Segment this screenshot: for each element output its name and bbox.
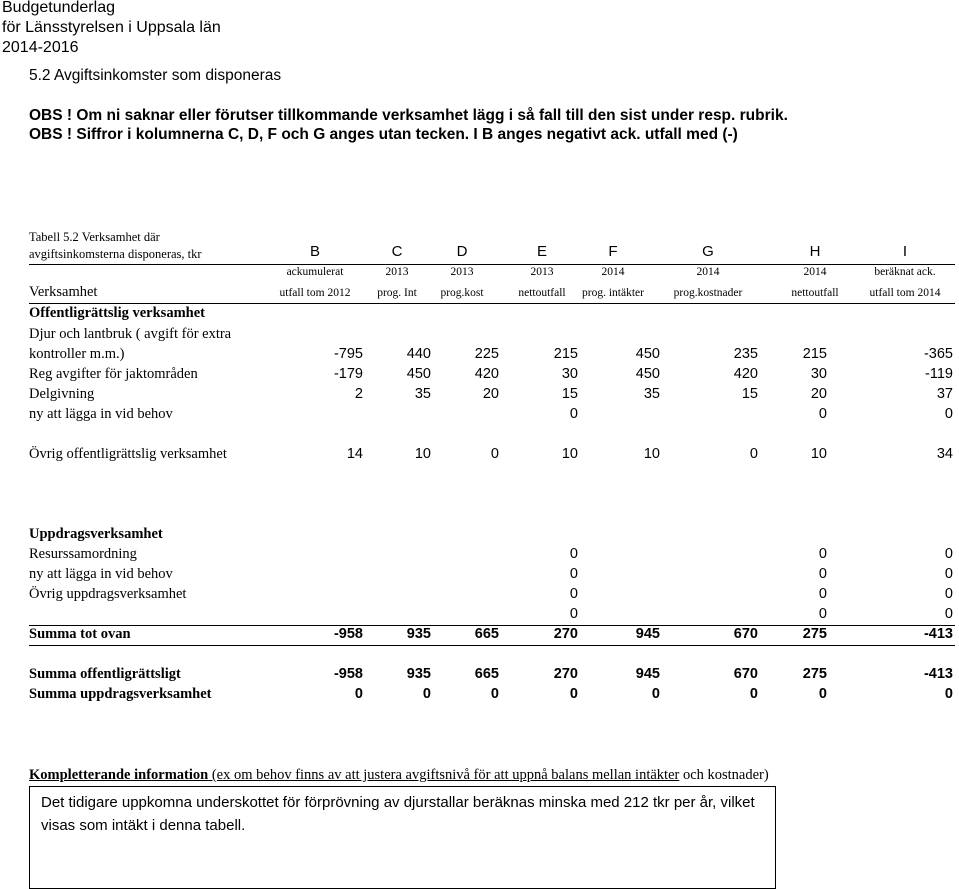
table-cell: 35 <box>414 386 431 402</box>
header-divider <box>29 264 955 265</box>
table-cell: 420 <box>733 366 758 382</box>
table-cell: 0 <box>749 686 758 702</box>
table-cell: 0 <box>569 406 578 422</box>
column-subheader-bottom: prog.kostnader <box>673 287 743 299</box>
row-label: Offentligrättslig verksamhet <box>29 305 205 321</box>
table-cell: 440 <box>406 346 431 362</box>
komplettering-note: (ex om behov finns av att justera avgiftsnivå för att uppnå balans mellan intäkter <box>208 767 680 783</box>
table-cell: 0 <box>569 586 578 602</box>
komplettering-heading: Kompletterande information <box>29 767 209 783</box>
row-label: Summa uppdragsverksamhet <box>29 686 212 702</box>
row-label: ny att lägga in vid behov <box>29 566 173 582</box>
row-label: Reg avgifter för jaktområden <box>29 366 198 382</box>
column-subheader-bottom: prog.kost <box>440 287 484 299</box>
table-cell: 450 <box>635 346 660 362</box>
table-cell: 670 <box>733 666 758 682</box>
column-subheader-bottom: nettoutfall <box>791 287 839 299</box>
komplettering-text: Det tidigare uppkomna underskottet för förprövning av djurstallar beräknas minska med 212 tkr per år, vilket visas som intäkt i denna tabell. <box>41 794 755 834</box>
table-cell: 10 <box>561 446 578 462</box>
column-subheader-top: beräknat ack. <box>874 266 936 278</box>
table-cell: -119 <box>925 366 953 382</box>
table-cell: 935 <box>406 666 431 682</box>
summa-top-divider <box>29 625 955 626</box>
table-cell: 935 <box>406 626 431 642</box>
table-cell: 235 <box>733 346 758 362</box>
table-cell: 0 <box>944 546 953 562</box>
table-cell: 10 <box>810 446 827 462</box>
table-cell: 0 <box>944 686 953 702</box>
column-subheader-top: 2014 <box>601 266 625 278</box>
table-cell: 945 <box>635 626 660 642</box>
komplettering-textbox[interactable] <box>29 786 776 889</box>
table-cell: 0 <box>818 606 827 622</box>
table-cell: 2 <box>354 386 363 402</box>
column-letter: E <box>536 243 547 260</box>
table-cell: 0 <box>354 686 363 702</box>
column-subheader-top: ackumulerat <box>286 266 344 278</box>
row-header-verksamhet: Verksamhet <box>29 284 98 300</box>
table-cell: 0 <box>818 546 827 562</box>
table-cell: 450 <box>406 366 431 382</box>
row-label: Uppdragsverksamhet <box>29 526 163 542</box>
table-cell: -413 <box>923 666 953 682</box>
table-cell: -413 <box>923 626 953 642</box>
table-cell: 0 <box>490 446 499 462</box>
column-letter: H <box>809 243 821 260</box>
column-subheader-bottom: utfall tom 2014 <box>869 287 941 299</box>
table-cell: 15 <box>561 386 578 402</box>
table-cell: 0 <box>651 686 660 702</box>
table-cell: 20 <box>482 386 499 402</box>
table-cell: 945 <box>635 666 660 682</box>
row-label: ny att lägga in vid behov <box>29 406 173 422</box>
doc-period: 2014-2016 <box>2 39 79 56</box>
table-cell: 0 <box>749 446 758 462</box>
table-caption-2: avgiftsinkomsterna disponeras, tkr <box>29 247 202 261</box>
table-cell: 0 <box>569 686 578 702</box>
column-subheader-top: 2014 <box>696 266 720 278</box>
column-subheader-top: 2014 <box>803 266 827 278</box>
table-cell: 665 <box>474 666 499 682</box>
table-cell: 0 <box>944 606 953 622</box>
table-cell: 0 <box>818 686 827 702</box>
row-label: Summa tot ovan <box>29 626 131 642</box>
table-cell: 34 <box>936 446 953 462</box>
table-cell: -958 <box>333 666 363 682</box>
doc-subtitle: för Länsstyrelsen i Uppsala län <box>2 19 221 36</box>
row-label: Djur och lantbruk ( avgift för extra <box>29 326 232 342</box>
table-cell: 0 <box>569 566 578 582</box>
table-cell: 215 <box>802 346 827 362</box>
table-cell: 14 <box>346 446 363 462</box>
column-subheader-top: 2013 <box>385 266 409 278</box>
column-letter: D <box>456 243 468 260</box>
column-letter: I <box>902 243 908 260</box>
column-letter: B <box>309 243 320 260</box>
table-cell: 0 <box>944 586 953 602</box>
table-caption-1: Tabell 5.2 Verksamhet där <box>29 230 160 244</box>
table-cell: 0 <box>818 566 827 582</box>
table-cell: 10 <box>414 446 431 462</box>
table-cell: 30 <box>561 366 578 382</box>
komplettering-note-tail: och kostnader) <box>679 767 769 783</box>
table-cell: 0 <box>818 406 827 422</box>
table-cell: 20 <box>810 386 827 402</box>
table-cell: 270 <box>553 666 578 682</box>
row-label: Övrig offentligrättslig verksamhet <box>29 446 227 462</box>
table-cell: 0 <box>944 566 953 582</box>
obs-note-2: OBS ! Siffror i kolumnerna C, D, F och G anges utan tecken. I B anges negativt ack. utfall med (-) <box>29 126 738 143</box>
table-cell: 35 <box>643 386 660 402</box>
column-subheader-bottom: nettoutfall <box>518 287 566 299</box>
table-cell: 0 <box>569 546 578 562</box>
table-cell: 275 <box>802 626 827 642</box>
table-cell: 215 <box>553 346 578 362</box>
table-cell: 30 <box>810 366 827 382</box>
table-cell: 270 <box>553 626 578 642</box>
subheader-divider <box>29 303 955 304</box>
doc-title: Budgetunderlag <box>2 0 115 16</box>
table-cell: -365 <box>923 346 953 362</box>
row-label: Summa offentligrättsligt <box>29 666 181 682</box>
table-cell: 0 <box>422 686 431 702</box>
column-letter: G <box>702 243 714 260</box>
table-cell: 420 <box>474 366 499 382</box>
table-cell: -795 <box>333 346 363 362</box>
komplettering-heading-line <box>29 767 769 784</box>
table-cell: 670 <box>733 626 758 642</box>
table-cell: 0 <box>490 686 499 702</box>
row-label: Delgivning <box>29 386 95 402</box>
table-cell: -179 <box>333 366 363 382</box>
column-subheader-top: 2013 <box>450 266 474 278</box>
summa-bottom-divider <box>29 645 955 646</box>
column-letter: C <box>391 243 403 260</box>
table-cell: 275 <box>802 666 827 682</box>
table-cell: 0 <box>944 406 953 422</box>
table-cell: 665 <box>474 626 499 642</box>
row-label: Resurssamordning <box>29 546 137 562</box>
column-subheader-bottom: prog. intäkter <box>582 287 644 299</box>
section-title: 5.2 Avgiftsinkomster som disponeras <box>29 67 282 84</box>
obs-note-1: OBS ! Om ni saknar eller förutser tillkommande verksamhet lägg i så fall till den sist under resp. rubrik. <box>29 107 788 124</box>
row-label: Övrig uppdragsverksamhet <box>29 586 187 602</box>
row-label: kontroller m.m.) <box>29 346 125 362</box>
table-cell: 15 <box>741 386 758 402</box>
column-subheader-bottom: prog. Int <box>377 287 417 299</box>
table-cell: 0 <box>569 606 578 622</box>
table-cell: 37 <box>936 386 953 402</box>
column-subheader-bottom: utfall tom 2012 <box>279 287 351 299</box>
column-subheader-top: 2013 <box>530 266 554 278</box>
table-cell: 0 <box>818 586 827 602</box>
table-cell: 450 <box>635 366 660 382</box>
table-cell: 225 <box>474 346 499 362</box>
column-letter: F <box>608 243 618 260</box>
table-cell: 10 <box>643 446 660 462</box>
table-cell: -958 <box>333 626 363 642</box>
